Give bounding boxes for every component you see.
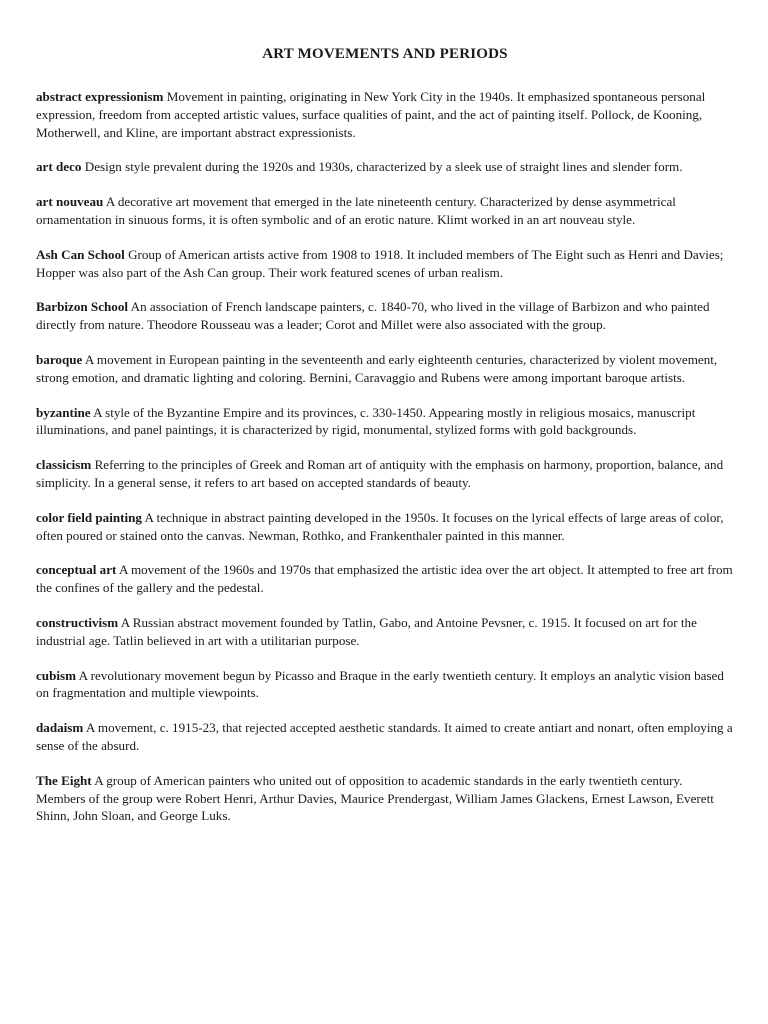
glossary-term: conceptual art	[36, 562, 117, 578]
glossary-term: Ash Can School	[36, 246, 125, 262]
glossary-entry	[36, 298, 734, 334]
glossary-term: baroque	[36, 351, 83, 367]
glossary-definition: A group of American painters who united out of opposition to academic standards in the early twentieth century. Members of the group were Robert Henri, Arthur Davies, Maurice Prendergast, William James Glackens, Ernest Lawson, Everett Shinn, John Sloan, and George Luks.	[36, 772, 714, 824]
glossary-definition: A movement in European painting in the seventeenth and early eighteenth centuries, characterized by violent movement, strong emotion, and dramatic lighting and coloring. Bernini, Caravaggio and Rubens were among important baroque artists.	[36, 351, 718, 385]
glossary-term: abstract expressionism	[36, 89, 164, 104]
glossary-definition: A movement, c. 1915-23, that rejected accepted aesthetic standards. It aimed to create antiart and nonart, often employing a sense of the absurd.	[36, 720, 733, 753]
glossary-term: cubism	[36, 667, 77, 683]
glossary-definition: A decorative art movement that emerged in the late nineteenth century. Characterized by dense asymmetrical ornamentation in sinuous forms, it is often symbolic and of an erotic nature. Klimt worked in an art nouveau style.	[36, 194, 676, 227]
glossary-definition: A revolutionary movement begun by Picasso and Braque in the early twentieth century. It employs an analytic vision based on fragmentation and multiple viewpoints.	[36, 667, 724, 701]
page-title: ART MOVEMENTS AND PERIODS	[262, 46, 508, 62]
glossary-entry	[36, 614, 734, 650]
glossary-definition: An association of French landscape painters, c. 1840-70, who lived in the village of Barbizon and who painted directly from nature. Theodore Rousseau was a leader; Corot and Millet were also associated with the group.	[36, 299, 710, 333]
glossary-term: art deco	[36, 159, 82, 175]
glossary-definition: A Russian abstract movement founded by Tatlin, Gabo, and Antoine Pevsner, c. 1915. It focused on art for the industrial age. Tatlin believed in art with a utilitarian purpose.	[36, 614, 697, 648]
glossary-entry	[36, 193, 734, 229]
glossary-entry	[36, 561, 734, 597]
glossary-definition: A movement of the 1960s and 1970s that emphasized the artistic idea over the art object. It attempted to free art from the confines of the gallery and the pedestal.	[36, 562, 733, 596]
glossary-list	[36, 88, 734, 825]
glossary-definition: Referring to the principles of Greek and Roman art of antiquity with the emphasis on harmony, proportion, balance, and simplicity. In a general sense, it refers to art based on accepted standards of beauty.	[36, 457, 724, 490]
glossary-definition: Group of American artists active from 1908 to 1918. It included members of The Eight such as Henri and Davies; Hopper was also part of the Ash Can group. Their work featured scenes of urban realism.	[36, 246, 724, 280]
glossary-term: The Eight	[36, 772, 92, 788]
glossary-entry	[36, 667, 734, 703]
glossary-definition: Movement in painting, originating in New York City in the 1940s. It emphasized spontaneous personal expression, freedom from accepted artistic values, surface qualities of paint, and the act of painting itself. Pollock, de Kooning, Motherwell, and Kline, are important abstract expressionists.	[36, 89, 706, 140]
glossary-entry	[36, 351, 734, 387]
glossary-entry	[36, 404, 734, 440]
glossary-entry	[36, 772, 734, 825]
glossary-entry	[36, 158, 734, 176]
glossary-term: constructivism	[36, 614, 119, 630]
glossary-term: art nouveau	[36, 194, 104, 210]
glossary-term: dadaism	[36, 720, 84, 736]
glossary-definition: A style of the Byzantine Empire and its provinces, c. 330-1450. Appearing mostly in religious mosaics, manuscript illuminations, and panel paintings, it is characterized by rigid, monumental, stylized forms with gold backgrounds.	[36, 404, 696, 438]
glossary-term: Barbizon School	[36, 299, 129, 315]
glossary-entry	[36, 246, 734, 282]
glossary-definition: Design style prevalent during the 1920s and 1930s, characterized by a sleek use of straight lines and slender form.	[84, 159, 683, 175]
glossary-term: color field painting	[36, 509, 142, 525]
glossary-term: byzantine	[36, 404, 91, 420]
glossary-entry	[36, 456, 734, 492]
glossary-entry	[36, 509, 734, 545]
glossary-term: classicism	[36, 457, 92, 473]
glossary-definition: A technique in abstract painting developed in the 1950s. It focuses on the lyrical effects of large areas of color, often poured or stained onto the canvas. Newman, Rothko, and Frankenthaler painted in this manner.	[36, 509, 724, 543]
glossary-entry	[36, 88, 734, 141]
glossary-entry	[36, 719, 734, 755]
